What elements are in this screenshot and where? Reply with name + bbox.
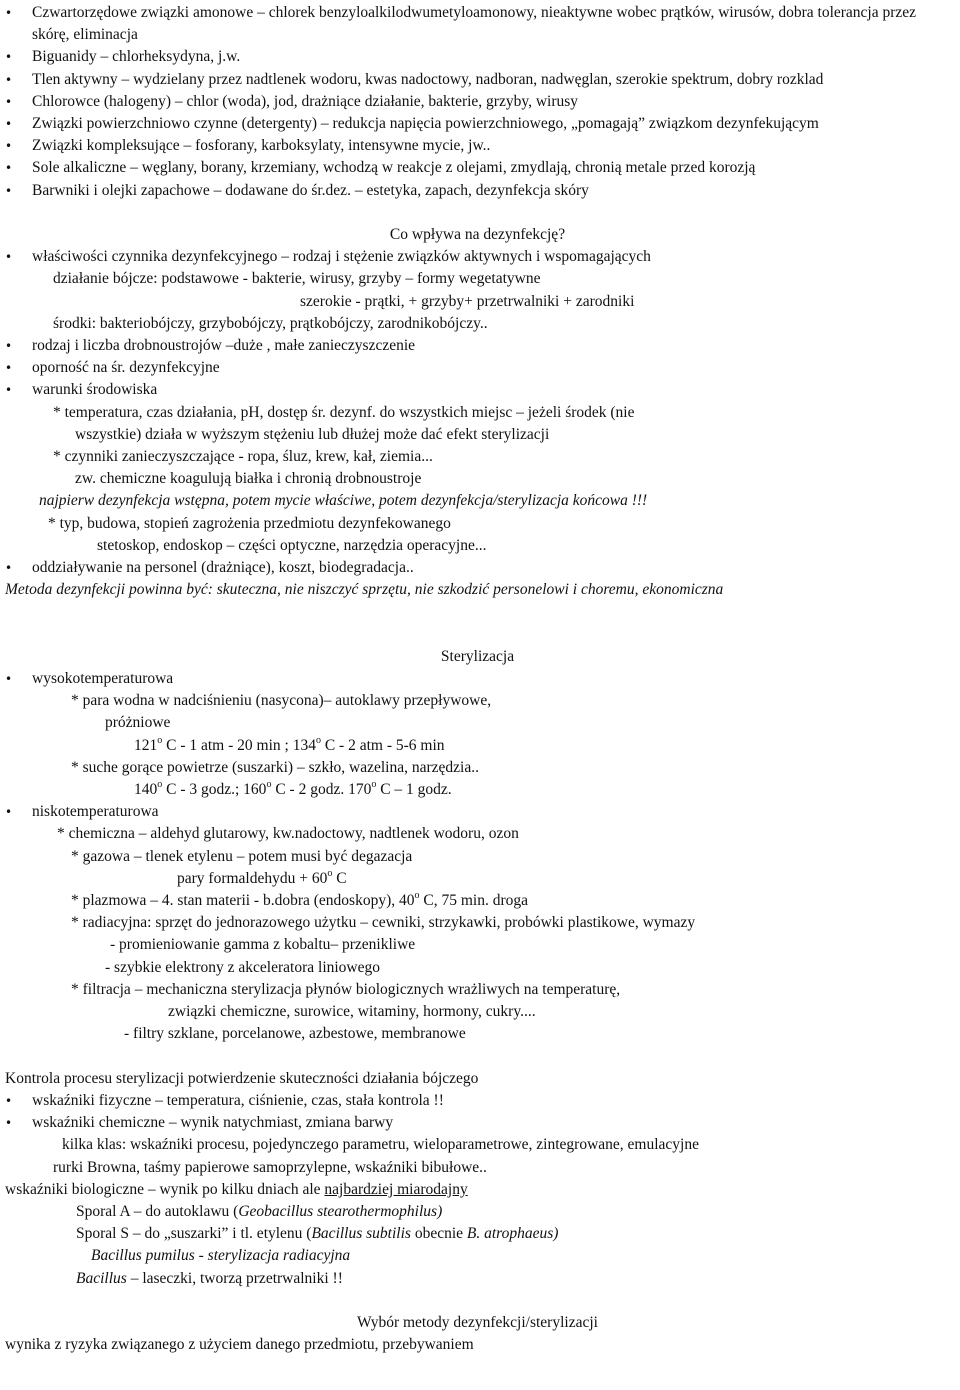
text-line: * temperatura, czas działania, pH, dostęp śr. dezynf. do wszystkich miejsc – jeżeli środek (nie bbox=[53, 403, 635, 421]
text-line: wszystkie) działa w wyższym stężeniu lub dłużej może dać efekt sterylizacji bbox=[75, 425, 550, 443]
disinfection-method-note: Metoda dezynfekcji powinna być: skuteczna, nie niszczyć sprzętu, nie szkodzić personelowi i choremu, ekonomiczna bbox=[5, 581, 724, 599]
list-item: • Czwartorzędowe związki amonowe – chlorek benzyloalkilodwumetyloamonowy, nieaktywne wobec prątków, wirusów, dobra tolerancja przez skórę, eliminacja bbox=[5, 2, 950, 46]
text-line: * radiacyjna: sprzęt do jednorazowego użytku – cewniki, strzykawki, probówki plastikowe, wymazy bbox=[71, 914, 696, 932]
spacer bbox=[5, 1046, 950, 1068]
spacer bbox=[5, 1290, 950, 1312]
text-line: rurki Browna, taśmy papierowe samoprzylepne, wskaźniki bibułowe.. bbox=[53, 1158, 487, 1176]
list-item: • Barwniki i olejki zapachowe – dodawane do śr.dez. – estetyka, zapach, dezynfekcja skóry bbox=[5, 180, 950, 202]
list-item: • Chlorowce (halogeny) – chlor (woda), jod, drażniące działanie, bakterie, grzyby, wirusy bbox=[5, 91, 950, 113]
text-line: wynika z ryzyka związanego z użyciem danego przedmiotu, przebywaniem bbox=[5, 1336, 474, 1354]
document-page bbox=[0, 2, 950, 1356]
list-item: • niskotemperaturowa bbox=[5, 801, 950, 823]
text-line: Bacillus – laseczki, tworzą przetrwalniki !! bbox=[76, 1269, 343, 1287]
list-item: • oddziaływanie na personel (drażniące), koszt, biodegradacja.. bbox=[5, 557, 950, 579]
text-line: * chemiczna – aldehyd glutarowy, kw.nadoctowy, nadtlenek wodoru, ozon bbox=[57, 825, 519, 843]
list-item: • rodzaj i liczba drobnoustrojów –duże , małe zanieczyszczenie bbox=[5, 335, 950, 357]
text-line: - promieniowanie gamma z kobaltu– przenikliwe bbox=[110, 936, 416, 954]
text-line: * para wodna w nadciśnieniu (nasycona)– autoklawy przepływowe, bbox=[71, 692, 492, 710]
spacer bbox=[5, 202, 950, 224]
text-line: * suche gorące powietrze (suszarki) – szkło, wazelina, narzędzia.. bbox=[71, 758, 479, 776]
text-line: * plazmowa – 4. stan materii - b.dobra (endoskopy), 40$^o$ C, 75 min. droga bbox=[71, 889, 528, 910]
text-line: * typ, budowa, stopień zagrożenia przedmiotu dezynfekowanego bbox=[48, 514, 451, 532]
text-line: * gazowa – tlenek etylenu – potem musi być degazacja bbox=[71, 847, 413, 865]
text-line: szerokie - prątki, + grzyby+ przetrwalniki + zarodniki bbox=[300, 292, 635, 310]
list-item: • Związki kompleksujące – fosforany, karboksylaty, intensywne mycie, jw.. bbox=[5, 135, 950, 157]
section-heading-sterilization: Sterylizacja bbox=[440, 647, 515, 665]
section-heading-method-choice: Wybór metody dezynfekcji/sterylizacji bbox=[357, 1313, 598, 1331]
list-item: • oporność na śr. dezynfekcyjne bbox=[5, 357, 950, 379]
text-line: 121$^o$ C - 1 atm - 20 min ; 134$^o$ C - 2 atm - 5-6 min bbox=[134, 734, 445, 754]
text-line: * czynniki zanieczyszczające - ropa, śluz, krew, kał, ziemia... bbox=[53, 448, 433, 466]
text-line: * filtracja – mechaniczna sterylizacja płynów biologicznych wrażliwych na temperaturę, bbox=[71, 980, 621, 998]
text-line: próżniowe bbox=[105, 714, 171, 732]
text-line: pary formaldehydu + $60^o$ C bbox=[177, 867, 347, 887]
text-line: działanie bójcze: podstawowe - bakterie, wirusy, grzyby – formy wegetatywne bbox=[53, 270, 541, 288]
spacer bbox=[5, 601, 950, 623]
list-item: • Biguanidy – chlorheksydyna, j.w. bbox=[5, 46, 950, 68]
sterilization-control-heading: Kontrola procesu sterylizacji potwierdzenie skuteczności działania bójczego bbox=[5, 1069, 479, 1087]
text-line: Bacillus pumilus - sterylizacja radiacyjna bbox=[91, 1247, 351, 1265]
list-item: • wskaźniki chemiczne – wynik natychmiast, zmiana barwy bbox=[5, 1112, 950, 1134]
list-item: • właściwości czynnika dezynfekcyjnego – rodzaj i stężenie związków aktywnych i wspomagających bbox=[5, 246, 950, 268]
spacer bbox=[5, 624, 950, 646]
text-line: wskaźniki biologiczne – wynik po kilku dniach ale najbardziej miarodajny bbox=[5, 1180, 468, 1198]
list-item: • wysokotemperaturowa bbox=[5, 668, 950, 690]
text-line: Sporal S – do „suszarki” i tl. etylenu (Bacillus subtilis obecnie B. atrophaeus) bbox=[76, 1225, 559, 1243]
text-line: środki: bakteriobójczy, grzybobójczy, prątkobójczy, zarodnikobójczy.. bbox=[53, 314, 488, 332]
section-heading-disinfection-factors: Co wpływa na dezynfekcję? bbox=[389, 226, 566, 244]
text-line: 140$^o$ C - 3 godz.; 160$^o$ C - 2 godz. 170$^o$ C – 1 godz. bbox=[134, 778, 452, 799]
text-line: związki chemiczne, surowice, witaminy, hormony, cukry.... bbox=[168, 1003, 536, 1021]
text-line: - szybkie elektrony z akceleratora liniowego bbox=[105, 958, 381, 976]
list-item: • wskaźniki fizyczne – temperatura, ciśnienie, czas, stała kontrola !! bbox=[5, 1090, 950, 1112]
text-line: najpierw dezynfekcja wstępna, potem mycie właściwe, potem dezynfekcja/sterylizacja końcowa !!! bbox=[39, 492, 648, 510]
text-line: kilka klas: wskaźniki procesu, pojedynczego parametru, wieloparametrowe, zintegrowane, emulacyjne bbox=[62, 1136, 699, 1154]
disinfectant-groups-list bbox=[5, 2, 950, 202]
list-item: • Związki powierzchniowo czynne (detergenty) – redukcja napięcia powierzchniowego, „pomagają” związkom dezynfekującym bbox=[5, 113, 950, 135]
text-line: zw. chemiczne koagulują białka i chronią drobnoustroje bbox=[75, 470, 422, 488]
text-line: stetoskop, endoskop – części optyczne, narzędzia operacyjne... bbox=[97, 536, 487, 554]
text-line: Sporal A – do autoklawu (Geobacillus stearothermophilus) bbox=[76, 1202, 443, 1220]
list-item: • Tlen aktywny – wydzielany przez nadtlenek wodoru, kwas nadoctowy, nadboran, nadwęglan, szerokie spektrum, dobry rozklad bbox=[5, 69, 950, 91]
list-item: • warunki środowiska bbox=[5, 379, 950, 401]
list-item: • Sole alkaliczne – węglany, borany, krzemiany, wchodzą w reakcje z olejami, zmydlają, chronią metale przed korozją bbox=[5, 157, 950, 179]
text-line: - filtry szklane, porcelanowe, azbestowe, membranowe bbox=[124, 1025, 466, 1043]
